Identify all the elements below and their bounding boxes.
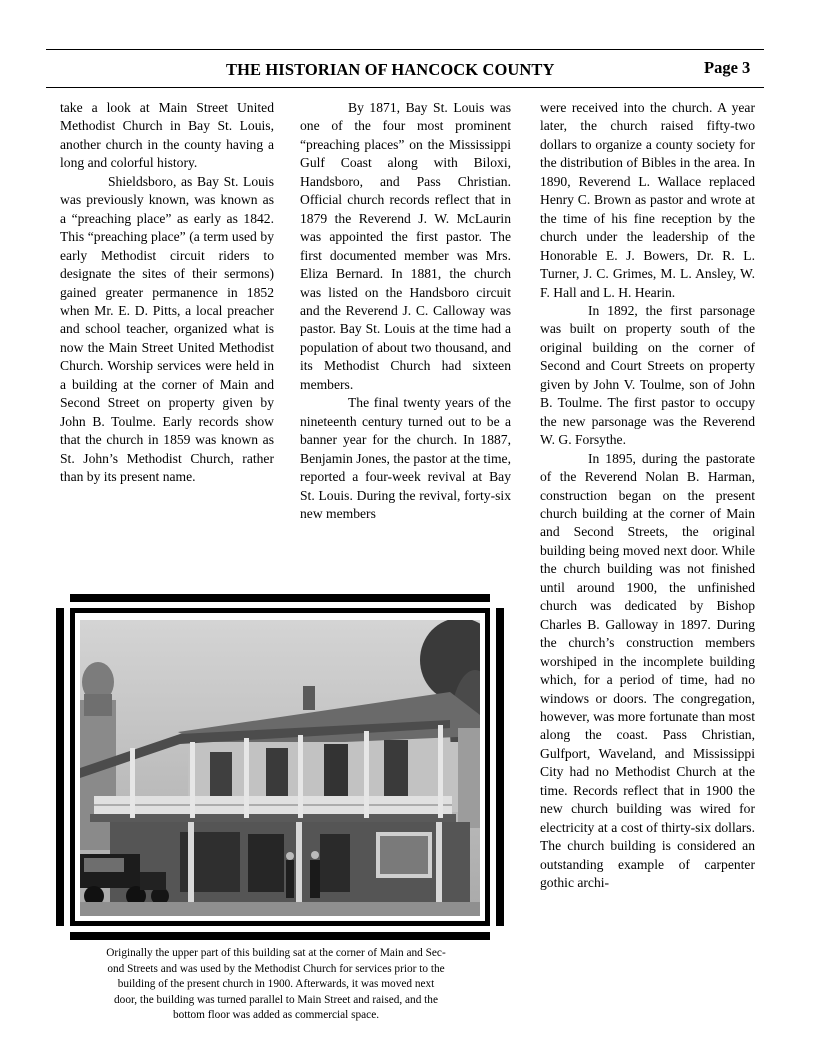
paragraph: By 1871, Bay St. Louis was one of the four most prominent “preaching places” on the Mississippi Gulf Coast along with Biloxi, Handsboro, and Pass Christian. Official church records reflect that in 1879 the Reverend J. W. McLaurin was appointed the first pastor. The first documented member was Mrs. Eliza Bernard. In 1881, the church was listed on the Handsboro circuit and the Reverend J. C. Calloway was pastor. Bay St. Louis at the time had a population of about two thousand, and its Methodist Church had sixteen members. — [300, 100, 511, 392]
article-column-2 — [300, 99, 511, 523]
paragraph: In 1892, the first parsonage was built on property south of the original building on the corner of Second and Court Streets on property given by John V. Toulme, son of John B. Toulme. The first pastor to occupy the new parsonage was the Reverend W. G. Forsythe. — [540, 302, 755, 448]
caption-line: Originally the upper part of this building sat at the corner of Main and Sec- — [106, 947, 446, 959]
header-top-rule — [46, 49, 764, 50]
photo-caption — [66, 946, 486, 1024]
caption-line: bottom floor was added as commercial space. — [172, 1009, 380, 1022]
paragraph: Shieldsboro, as Bay St. Louis was previously known, was known as a “preaching place” as early as 1842. This “preaching place” (a term used by early Methodist circuit riders to designate the sites of their sermons) gained greater permanence in 1852 when Mr. E. D. Pitts, a local preacher and school teacher, organized what is now the Main Street United Methodist Church. Worship services were held in a building at the corner of Main and Second Street on property given by John B. Toulme. Early records show that the church in 1859 was known as St. John’s Methodist Church, rather than by its present name. — [60, 173, 274, 485]
header-bottom-rule — [46, 87, 764, 88]
newsletter-title: THE HISTORIAN OF HANCOCK COUNTY — [226, 60, 555, 79]
paragraph: were received into the church. A year later, the church raised fifty-two dollars to organize a county society for the distribution of Bibles in the area. In 1890, Reverend L. Wallace replaced Henry C. Brown as pastor and wrote at the time of his fine reception by the church under the leadership of the Honorable E. J. Bowers, Dr. R. L. Turner, J. C. Grimes, M. L. Ansley, W. F. Hall and L. H. Hearin. — [540, 100, 755, 300]
page-number: Page 3 — [704, 58, 751, 77]
caption-line: ond Streets and was used by the Methodist Church for services prior to the — [107, 962, 445, 975]
paragraph: take a look at Main Street United Methodist Church in Bay St. Louis, another church in the county having a long and colorful history. — [60, 100, 274, 171]
church-building-photo — [80, 620, 480, 916]
caption-line: door, the building was turned parallel to Main Street and raised, and the — [114, 993, 438, 1006]
photo-frame — [56, 594, 504, 940]
caption-line: building of the present church in 1900. Afterwards, it was moved next — [117, 978, 435, 991]
article-column-3 — [540, 99, 755, 892]
paragraph: The final twenty years of the nineteenth century turned out to be a banner year for the church. In 1887, Benjamin Jones, the pastor at the time, reported a four-week revival at Bay St. Louis. During the revival, forty-six new members — [300, 395, 511, 521]
paragraph: In 1895, during the pastorate of the Reverend Nolan B. Harman, construction began on the present church building at the corner of Main and Second Streets, the original building being moved next door. While the church building was not finished until around 1900, the unfinished church was dedicated by Bishop Charles B. Galloway in 1897. During the church’s construction members worshiped in the incomplete building which, for a period of time, had no windows or doors. The congregation, however, was more fortunate than most along the coast. Pass Christian, Gulfport, Waveland, and Mississippi City had no Methodist Church at the time. Records reflect that in 1900 the new church building was wired for electricity at a cost of thirty-six dollars. The church building is considered an outstanding example of carpenter gothic archi- — [540, 450, 755, 891]
article-column-1 — [60, 99, 274, 487]
